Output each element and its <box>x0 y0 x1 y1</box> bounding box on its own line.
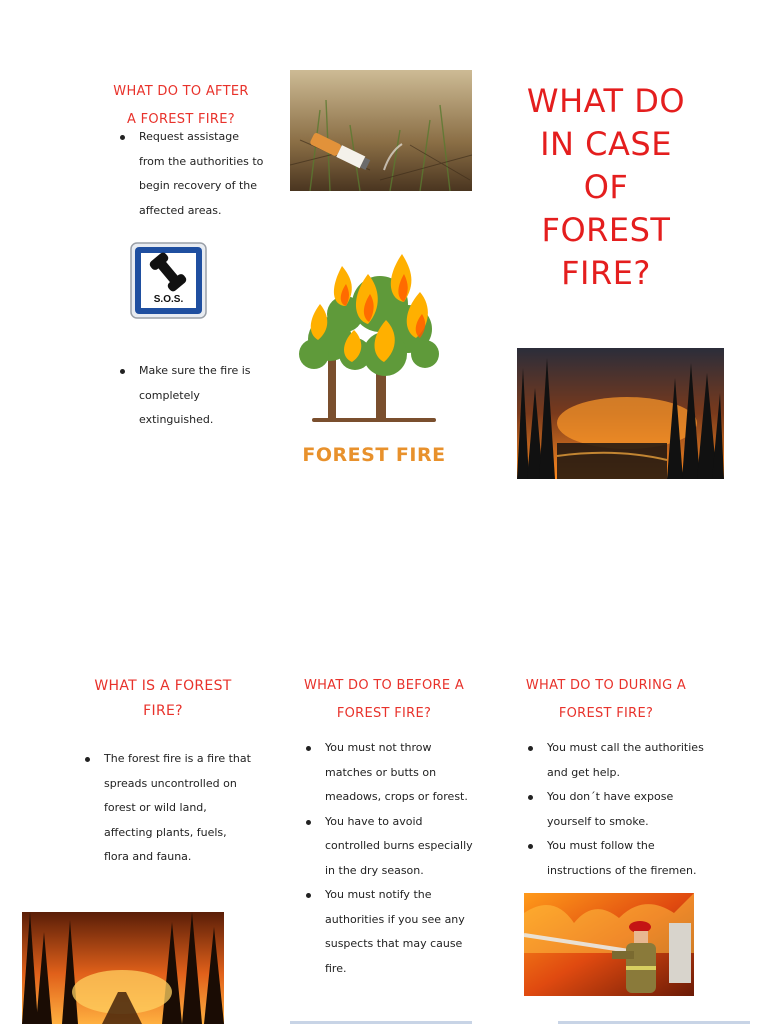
list-item: You have to avoid controlled burns especially in the dry season. <box>303 810 478 884</box>
night-forest-fire-photo <box>517 348 724 479</box>
cover-title-line: WHAT DO <box>526 82 686 120</box>
cover-title <box>506 80 706 295</box>
list-item: You don´t have expose yourself to smoke. <box>525 785 705 834</box>
cover-title-line: FOREST <box>541 211 671 249</box>
during-heading <box>512 672 700 728</box>
forest-fire-logo <box>290 244 458 470</box>
during-heading-line1: WHAT DO TO DURING A <box>525 678 687 693</box>
before-heading <box>292 672 476 728</box>
after-bullets-bottom <box>117 359 267 433</box>
after-heading-line1: WHAT DO TO AFTER <box>113 84 249 99</box>
cover-title-line: OF <box>583 168 629 206</box>
after-heading-line2: A FOREST FIRE? <box>127 112 235 127</box>
what-is-heading-line1: WHAT IS A FOREST <box>94 678 232 694</box>
list-item: The forest fire is a fire that spreads uncontrolled on forest or wild land, affecting plants, fuels, flora and fauna. <box>82 747 252 870</box>
forest-fire-road-photo <box>22 912 224 1024</box>
during-heading-line2: FOREST FIRE? <box>558 706 654 721</box>
during-bullets <box>525 736 705 883</box>
list-item: Request assistage from the authorities to begin recovery of the affected areas. <box>117 125 267 223</box>
list-item: You must notify the authorities if you see any suspects that may cause fire. <box>303 883 478 981</box>
cigarette-butt-photo <box>290 70 472 191</box>
after-bullets-top <box>117 125 267 223</box>
cover-title-line: FIRE? <box>561 254 651 292</box>
sos-phone-sign <box>130 242 207 319</box>
sos-label: S.O.S. <box>153 294 184 305</box>
list-item: You must call the authorities and get help. <box>525 736 705 785</box>
before-heading-line2: FOREST FIRE? <box>336 706 432 721</box>
before-bullets <box>303 736 478 981</box>
list-item: You must follow the instructions of the firemen. <box>525 834 705 883</box>
before-heading-line1: WHAT DO TO BEFORE A <box>303 678 465 693</box>
what-is-heading-line2: FIRE? <box>143 703 183 719</box>
list-item: Make sure the fire is completely extinguished. <box>117 359 267 433</box>
what-is-heading <box>68 674 258 724</box>
firefighter-photo <box>524 893 694 996</box>
what-is-bullets <box>82 747 252 870</box>
list-item: You must not throw matches or butts on meadows, crops or forest. <box>303 736 478 810</box>
forest-fire-logo-label: FOREST FIRE <box>302 444 446 466</box>
cover-title-line: IN CASE <box>540 125 672 163</box>
